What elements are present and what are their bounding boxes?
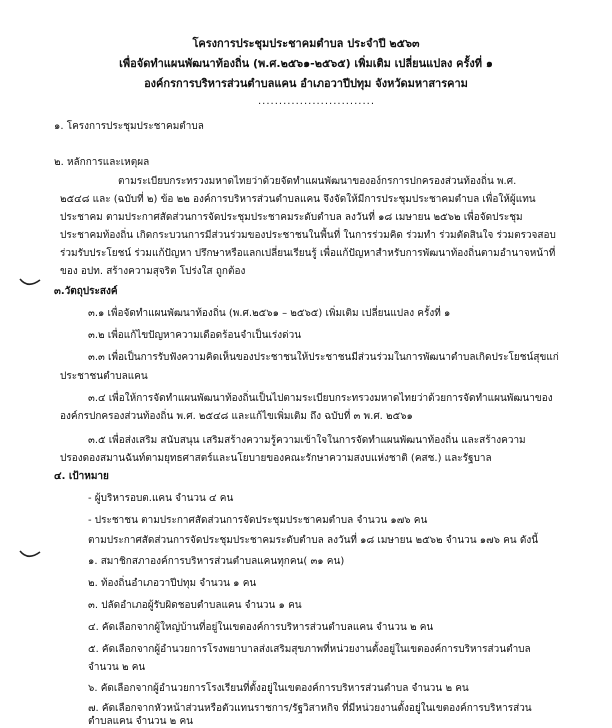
target-list-item: ๒. ท้องถิ่นอำเภอวาปีปทุม จำนวน ๑ คน — [88, 578, 257, 589]
objective-item: ๓.๓ เพื่อเป็นการรับฟังความคิดเห็นของประชาชนให้ประชาชนมีส่วนร่วมในการพัฒนาตำบลเกิดประโยชน์สุขแก่ — [88, 352, 559, 363]
section-3-heading: ๓.วัตถุประสงค์ — [54, 286, 118, 297]
target-line: - ประชาชน ตามประกาศสัดส่วนการจัดประชุมประชาคมตำบล จำนวน ๑๗๖ คน — [88, 515, 428, 526]
target-list-item: ๖. คัดเลือกจากผู้อำนวยการโรงเรียนที่ตั้งอยู่ในเขตองค์การบริหารส่วนตำบล จำนวน ๒ คน — [88, 683, 469, 694]
target-list-item-continued: จำนวน ๒ คน — [88, 662, 146, 673]
section-2-line: ๒๕๔๘ และ (ฉบับที่ ๒) ข้อ ๒๒ องค์การบริหารส่วนตำบลแคน จึงจัดให้มีการประชุมประชาคมตำบล เพื่อให้ผู้แทน — [60, 194, 536, 205]
title-line-3: องค์กรการบริหารส่วนตำบลแคน อำเภอวาปีปทุม จังหวัดมหาสารคาม — [144, 77, 468, 90]
section-2-line: ร่วมรับประโยชน์ ร่วมแก้ปัญหา ปรึกษาหรือแลกเปลี่ยนเรียนรู้ เพื่อแก้ปัญหาสำหรับการพัฒนาท้องถิ่นตามอำนาจหน้าที่ — [60, 248, 556, 259]
section-2-heading: ๒. หลักการและเหตุผล — [54, 157, 150, 168]
target-list-item: ๗. คัดเลือกจากหัวหน้าส่วนหรือตัวแทนราชการ/รัฐวิสาหกิจ ที่มีหน่วยงานตั้งอยู่ในเขตองค์การบริหารส่วน — [88, 703, 532, 714]
target-list-item-continued: ตำบลแคน จำนวน ๒ คน — [88, 716, 193, 727]
section-4-heading: ๔. เป้าหมาย — [54, 471, 109, 482]
target-line: ตามประกาศสัดส่วนการจัดประชุมประชาคมระดับตำบล ลงวันที่ ๑๘ เมษายน ๒๕๖๒ จำนวน ๑๗๖ คน ดังนี้ — [88, 535, 539, 546]
margin-mark-top — [18, 276, 42, 290]
objective-item-continued: ปรองดองสมานฉันท์ตามยุทธศาสตร์และนโยบายของคณะรักษาความสงบแห่งชาติ (คสช.) และรัฐบาล — [60, 453, 492, 464]
title-line-1: โครงการประชุมประชาคมตำบล ประจำปี ๒๕๖๓ — [192, 37, 420, 50]
title-rule: ............................ — [258, 96, 376, 107]
target-list-item: ๕. คัดเลือกจากผู้อำนวยการโรงพยาบาลส่งเสริมสุขภาพที่หน่วยงานตั้งอยู่ในเขตองค์การบริหารส่วนตำบล — [88, 644, 531, 655]
objective-item: ๓.๕ เพื่อส่งเสริม สนับสนุน เสริมสร้างความรู้ความเข้าใจในการจัดทำแผนพัฒนาท้องถิ่น และสร้างความ — [88, 435, 526, 446]
target-list-item: ๓. ปลัดอำเภอผู้รับผิดชอบตำบลแคน จำนวน ๑ คน — [88, 600, 302, 611]
margin-mark-bottom — [18, 548, 42, 562]
target-list-item: ๑. สมาชิกสภาองค์การบริหารส่วนตำบลแคนทุกคน( ๓๑ คน) — [88, 556, 345, 567]
target-line: - ผู้บริหารอบต.แคน จำนวน ๔ คน — [88, 493, 234, 504]
section-2-line: ประชาคม ตามประกาศสัดส่วนการจัดประชุมประชาคมระดับตำบล ลงวันที่ ๑๘ เมษายน ๒๕๖๒ เพื่อจัดประชุม — [60, 212, 523, 223]
section-2-line: ตามระเบียบกระทรวงมหาดไทยว่าด้วยจัดทำแผนพัฒนาขององ์กรการปกครองส่วนท้องถิ่น พ.ศ. — [118, 176, 517, 187]
title-line-2: เพื่อจัดทำแผนพัฒนาท้องถิ่น (พ.ศ.๒๕๖๑-๒๕๖๕) เพิ่มเติม เปลี่ยนแปลง ครั้งที่ ๑ — [119, 57, 493, 70]
objective-item: ๓.๑ เพื่อจัดทำแผนพัฒนาท้องถิ่น (พ.ศ.๒๕๖๑ – ๒๕๖๕) เพิ่มเติม เปลี่ยนแปลง ครั้งที่ ๑ — [88, 308, 451, 319]
objective-item-continued: องค์กรปกครองส่วนท้องถิ่น พ.ศ. ๒๕๔๘ และแก้ไขเพิ่มเติม ถึง ฉบับที่ ๓ พ.ศ. ๒๕๖๑ — [60, 411, 413, 422]
target-list-item: ๔. คัดเลือกจากผู้ใหญ่บ้านที่อยู่ในเขตองค์การบริหารส่วนตำบลแคน จำนวน ๒ คน — [88, 622, 434, 633]
objective-item: ๓.๔ เพื่อให้การจัดทำแผนพัฒนาท้องถิ่นเป็นไปตามระเบียบกระทรวงมหาดไทยว่าด้วยการจัดทำแผนพัฒนาของ — [88, 393, 553, 404]
section-2-line: ของ อปท. สร้างความสุจริต โปร่งใส ถูกต้อง — [60, 266, 246, 277]
section-2-line: ประชาคมท้องถิ่น เกิดกระบวนการมีส่วนร่วมของประชาชนในพื้นที่ ในการร่วมคิด ร่วมทำ ร่วมตัดสินใจ ร่วมตรวจสอบ — [60, 230, 556, 241]
objective-item: ๓.๒ เพื่อแก้ไขปัญหาความเดือดร้อนจำเป็นเร่งด่วน — [88, 330, 302, 341]
section-1-heading: ๑. โครงการประชุมประชาคมตำบล — [54, 121, 204, 132]
objective-item-continued: ประชาชนตำบลแคน — [60, 371, 148, 382]
